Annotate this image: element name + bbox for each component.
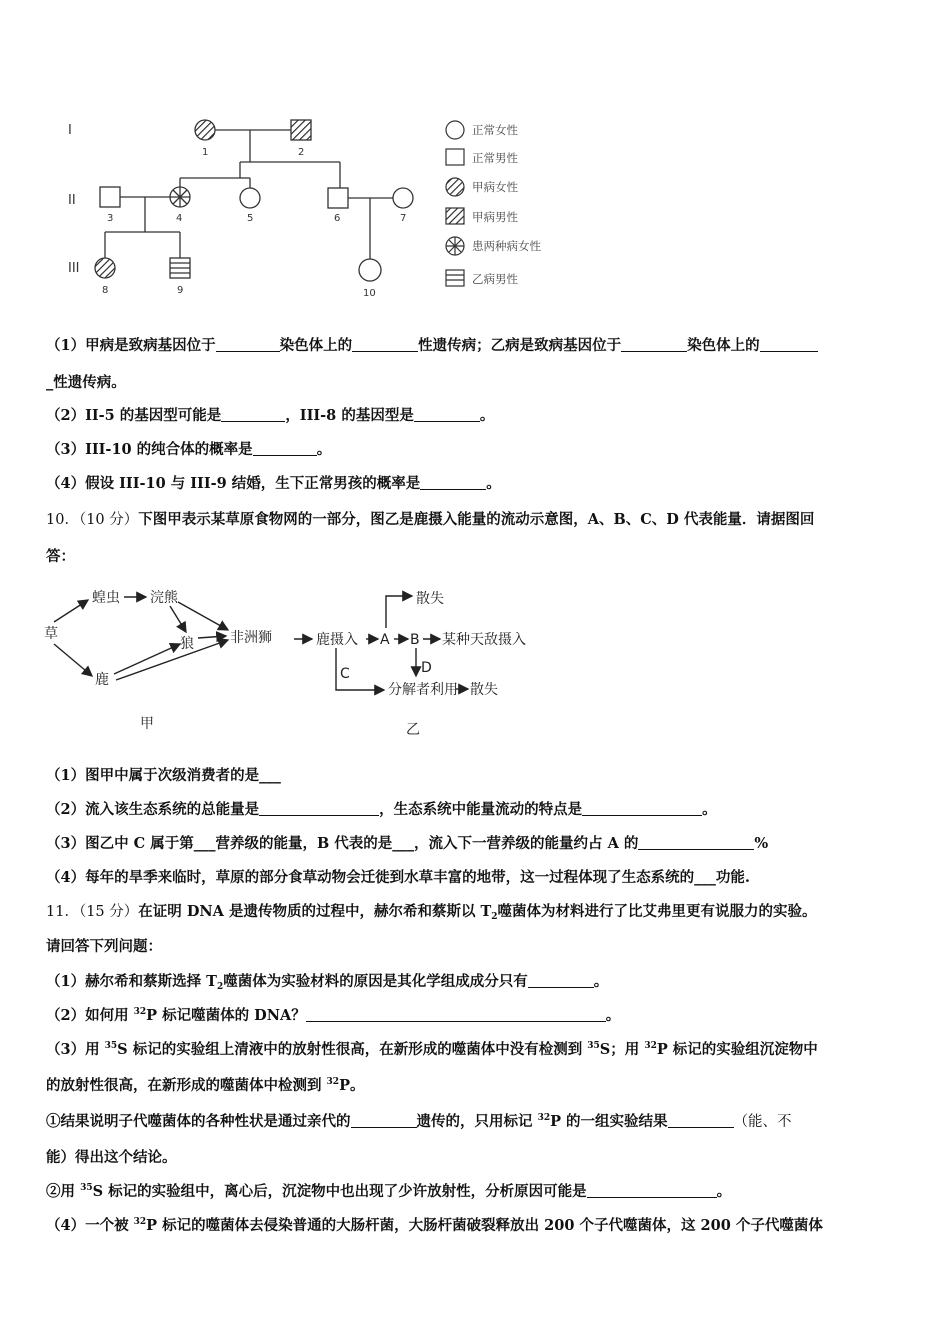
arrow [54,600,88,622]
arrow [54,644,92,676]
legend-label: 甲病女性 [472,180,518,194]
q11-part3-cont: 的放射性很高，在新形成的噬菌体中检测到 $^{32}$P。 [46,1077,365,1094]
gen-label-2: II [68,193,76,208]
individual-6-normal-male [328,188,348,208]
answer-blank[interactable] [216,337,280,352]
q11-conclusion1-cont: 能）得出这个结论。 [46,1149,177,1166]
q11-conclusion2: ②用 $^{35}$S 标记的实验组中，离心后，沉淀物中也出现了少许放射性，分析原因可能是 。 [46,1183,732,1200]
individual-label: 8 [102,285,109,296]
answer-blank[interactable] [351,1113,417,1128]
pedigree-chart [60,110,620,305]
answer-blank[interactable] [253,441,317,456]
answer-blank[interactable] [760,337,818,352]
individual-label: 6 [334,213,341,224]
arrow [198,636,226,638]
node-enemy-intake: 某种天敌摄入 [442,632,526,648]
answer-blank[interactable] [668,1113,734,1128]
individual-1-affected-female [195,120,215,140]
answer-blank[interactable] [414,407,480,422]
answer-blank[interactable] [582,801,702,816]
legend-label: 乙病男性 [472,272,518,286]
q10-part2: （2）流入该生态系统的总能量是 ，生态系统中能量流动的特点是 。 [46,801,717,818]
node-B: B [410,632,420,648]
question-number: 10．（10 分） [46,512,139,528]
individual-9-disease-b-male [170,258,190,278]
arrow [178,602,228,630]
q9-part1: （1）甲病是致病基因位于 染色体上的 性遗传病；乙病是致病基因位于 染色体上的 [46,336,910,356]
q10-part3: （3）图乙中 C 属于第___营养级的能量，B 代表的是___，流入下一营养级的能量约占 A 的 % [46,835,769,852]
node-bear: 浣熊 [150,590,178,606]
individual-8-affected-female [95,258,115,278]
gen-label-1: I [68,123,72,138]
answer-blank[interactable] [528,973,594,988]
q10-part4: （4）每年的旱季来临时，草原的部分食草动物会迁徙到水草丰富的地带，这一过程体现了生态系统的___功能. [46,869,750,886]
node-decomposer: 分解者利用 [388,682,458,698]
individual-label: 5 [247,213,254,224]
individual-label: 9 [177,285,184,296]
q9-part3: （3）III-10 的纯合体的概率是 。 [46,441,332,458]
answer-blank[interactable] [221,407,285,422]
individual-3-normal-male [100,187,120,207]
answer-blank[interactable] [352,337,418,352]
node-wolf: 狼 [180,636,194,652]
individual-label: 3 [107,213,114,224]
individual-4-both-diseases-female [170,187,190,207]
individual-7-normal-female [393,188,413,208]
pedigree-legend [446,121,464,286]
q10-stem: 10．（10 分）下图甲表示某草原食物网的一部分，图乙是鹿摄入能量的流动示意图，A、B、C、D 代表能量．请据图回 [46,511,815,528]
food-web-diagram [40,578,300,743]
node-deer: 鹿 [95,672,109,688]
legend-label: 患两种病女性 [472,239,541,253]
q11-stem-cont: 请回答下列问题： [46,938,162,955]
gen-label-3: III [68,261,80,276]
legend-label: 正常男性 [472,151,518,165]
q9-part2: （2）II-5 的基因型可能是 ，III-8 的基因型是 。 [46,407,495,424]
individual-label: 4 [176,213,183,224]
q11-conclusion1: ①结果说明子代噬菌体的各种性状是通过亲代的 遗传的，只用标记 $^{32}$P 的一组实验结果 （能、不 [46,1113,792,1130]
answer-blank[interactable] [306,1007,606,1022]
q9-part1-cont: _性遗传病。 [46,374,126,391]
answer-blank[interactable] [587,1183,717,1198]
node-deer-intake: 鹿摄入 [316,632,358,648]
individual-label: 1 [202,147,209,158]
individual-label: 7 [400,213,407,224]
answer-blank[interactable] [638,835,754,850]
node-grass: 草 [44,626,58,642]
arrow [116,640,228,680]
arrow [386,596,412,628]
q9-part4: （4）假设 III-10 与 III-9 结婚，生下正常男孩的概率是 。 [46,475,501,492]
legend-label: 甲病男性 [472,210,518,224]
individual-10-normal-female [359,259,381,281]
individual-label: 2 [298,147,305,158]
node-locust: 蝗虫 [92,590,120,606]
q11-part3: （3）用 $^{35}$S 标记的实验组上清液中的放射性很高，在新形成的噬菌体中没有检测到 $^{35}$S；用 $^{32}$P 标记的实验组沉淀物中 [46,1041,818,1058]
node-A: A [380,632,390,648]
question-number: 11．（15 分） [46,904,139,920]
diagram-label-jia: 甲 [140,716,154,732]
q10-stem-cont: 答： [46,548,75,565]
q11-stem: 11．（15 分）在证明 DNA 是遗传物质的过程中，赫尔希和蔡斯以 $T_2$噬菌体为材料进行了比艾弗里更有说服力的实验。 [46,903,817,922]
individual-label: 10 [363,288,376,299]
answer-blank[interactable] [420,475,486,490]
node-lost-top: 散失 [416,591,444,607]
answer-blank[interactable] [621,337,687,352]
node-lost-bottom: 散失 [470,682,498,698]
q11-part2: （2）如何用 $^{32}$P 标记噬菌体的 DNA？ 。 [46,1007,621,1024]
answer-blank[interactable] [259,801,379,816]
node-lion: 非洲狮 [230,630,272,646]
diagram-label-yi: 乙 [406,722,420,738]
energy-flow-diagram [290,578,550,743]
individual-2-affected-male [291,120,311,140]
individual-5-normal-female [240,188,260,208]
q11-part1: （1）赫尔希和蔡斯选择 $T_2$噬菌体为实验材料的原因是其化学组成成分只有 。 [46,973,609,992]
label-C: C [340,666,350,682]
arrow [170,606,186,632]
q11-part4: （4）一个被 $^{32}$P 标记的噬菌体去侵染普通的大肠杆菌，大肠杆菌破裂释放出 200 个子代噬菌体，这 200 个子代噬菌体 [46,1217,823,1234]
legend-label: 正常女性 [472,123,518,137]
q10-part1: （1）图甲中属于次级消费者的是___ [46,767,281,784]
label-D: D [421,660,432,676]
